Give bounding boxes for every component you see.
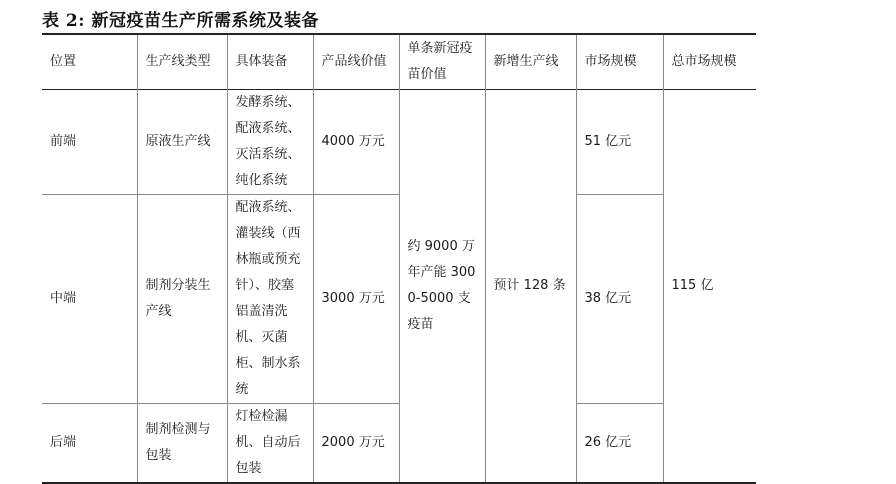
header-position: 位置 bbox=[50, 54, 77, 69]
cell-line-value: 4000 万元 bbox=[313, 90, 399, 195]
cell-line-type: 制剂分装生产线 bbox=[137, 195, 227, 404]
header-equipment: 具体装备 bbox=[227, 34, 313, 90]
header-total-market: 总市场规模 bbox=[663, 34, 756, 90]
header-line-value: 产品线价值 bbox=[313, 34, 399, 90]
cell-market-size: 51 亿元 bbox=[576, 90, 663, 195]
cell-equipment: 灯检检漏机、自动后包装 bbox=[227, 404, 313, 484]
table-title: 表 2: 新冠疫苗生产所需系统及装备 bbox=[42, 11, 319, 31]
table-row bbox=[42, 90, 756, 195]
cell-position: 前端 bbox=[50, 134, 77, 149]
cell-equipment: 配液系统、灌装线（西林瓶或预充针）、胶塞铝盖清洗机、灭菌柜、制水系统 bbox=[227, 195, 313, 404]
table-header-row bbox=[42, 34, 756, 90]
cell-line-value: 3000 万元 bbox=[313, 195, 399, 404]
header-new-lines: 新增生产线 bbox=[485, 34, 576, 90]
cell-market-size: 26 亿元 bbox=[576, 404, 663, 484]
cell-total-market: 115 亿 bbox=[663, 90, 756, 484]
cell-market-size: 38 亿元 bbox=[576, 195, 663, 404]
cell-single-vaccine-value: 约 9000 万年产能 3000-5000 支疫苗 bbox=[399, 90, 485, 484]
cell-line-type: 原液生产线 bbox=[137, 90, 227, 195]
cell-line-type: 制剂检测与包装 bbox=[137, 404, 227, 484]
header-market-size: 市场规模 bbox=[576, 34, 663, 90]
equipment-table bbox=[42, 33, 756, 484]
cell-position: 后端 bbox=[42, 404, 137, 484]
cell-new-lines: 预计 128 条 bbox=[485, 90, 576, 484]
cell-position: 中端 bbox=[42, 195, 137, 404]
cell-line-value: 2000 万元 bbox=[313, 404, 399, 484]
header-line-type: 生产线类型 bbox=[137, 34, 227, 90]
header-single-vaccine-value: 单条新冠疫苗价值 bbox=[399, 34, 485, 90]
cell-equipment: 发酵系统、配液系统、灭活系统、纯化系统 bbox=[227, 90, 313, 195]
